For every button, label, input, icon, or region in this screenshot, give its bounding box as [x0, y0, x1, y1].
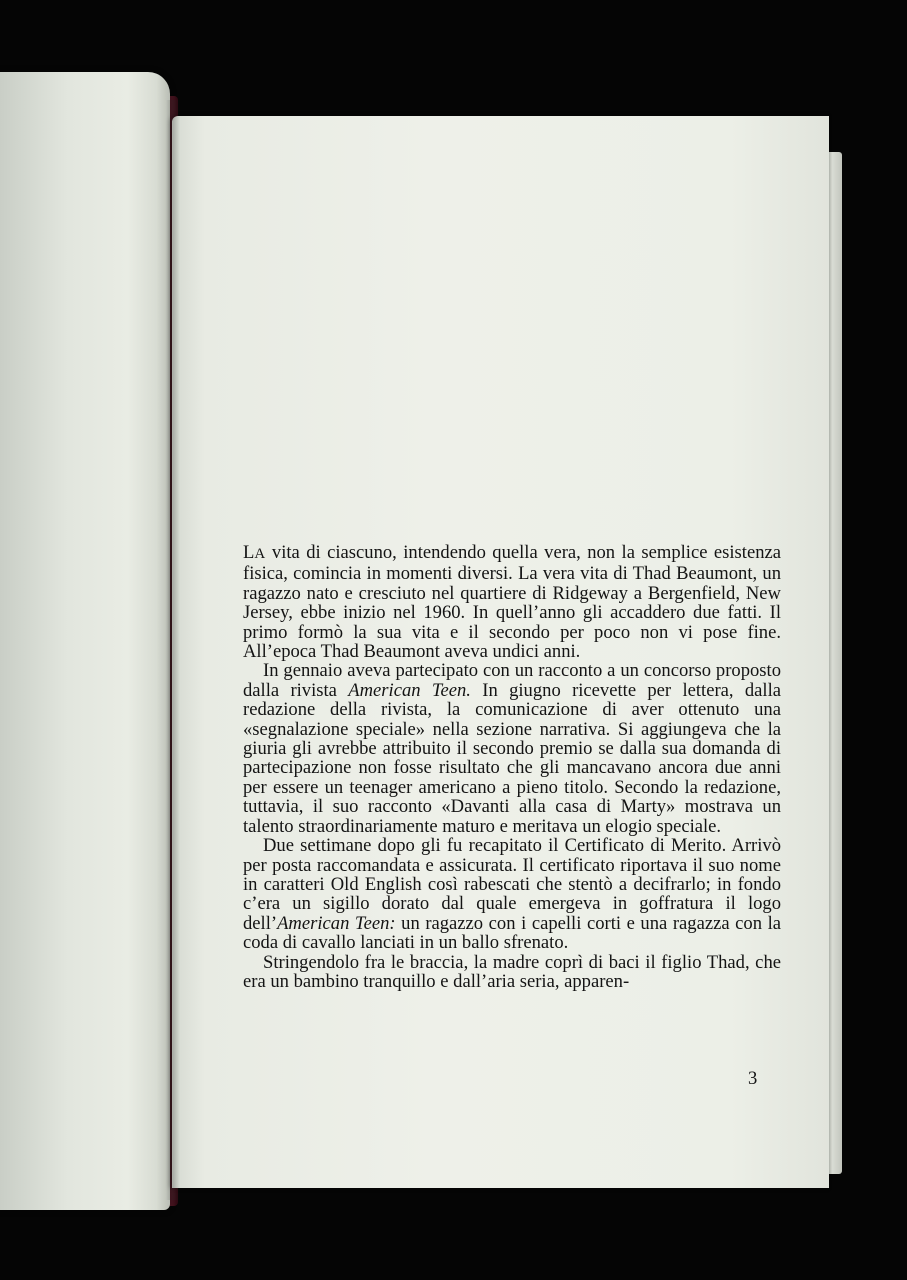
paragraph-4 — [243, 953, 781, 992]
paragraph-3 — [243, 836, 781, 952]
paragraph-2 — [243, 661, 781, 836]
paragraph-2-text-b: In giugno ricevette per lettera, dalla redazione della rivista, la comunicazione di aver ottenuto una «segnalazione speciale» nella sezione narrativa. Si aggiungeva che la giuria gli avrebbe attribuito il secondo premio se dalla sua domanda di partecipazione non fosse risultato che gli mancavano ancora due anni per essere un teenager americano a pieno titolo. Secondo la redazione, tuttavia, il suo racconto «Davanti alla casa di Marty» mostrava un talento straordinariamente maturo e meritava un elogio speciale. — [243, 679, 781, 837]
opening-smallcap: A — [254, 546, 266, 562]
paragraph-2-text-a: In gennaio aveva partecipato con un racconto a un concorso proposto dalla rivista — [243, 660, 781, 701]
paragraph-1 — [243, 543, 781, 661]
body-text — [243, 543, 781, 991]
book-gutter — [166, 100, 180, 1200]
paragraph-1-text: vita di ciascuno, intendendo quella vera, non la semplice esistenza fisica, comincia in momenti diversi. La vera vita di Thad Beaumont, un ragazzo nato e cresciuto nel quartiere di Ridgeway a Bergenfield, New Jersey, ebbe inizio nel 1960. In quell’anno gli accaddero due fatti. Il primo formò la sua vita e il secondo per poco non vi pose fine. All’epoca Thad Beaumont aveva undici anni. — [243, 542, 781, 663]
magazine-title: American Teen. — [348, 679, 471, 701]
paragraph-3-text-a: Due settimane dopo gli fu recapitato il Certificato di Merito. Arrivò per posta raccomandata e assicurata. Il certificato riportava il suo nome in caratteri Old English così rabescati che stentò a decifrarlo; in fondo c’era un sigillo dorato dal quale emergeva in goffratura il logo dell’ — [243, 835, 781, 934]
page-number: 3 — [748, 1068, 758, 1089]
left-page — [0, 72, 170, 1210]
paragraph-4-text: Stringendolo fra le braccia, la madre coprì di baci il figlio Thad, che era un bambino tranquillo e dall’aria seria, apparen- — [243, 951, 781, 992]
opening-letter: L — [243, 542, 255, 563]
paragraph-3-text-b: un ragazzo con i capelli corti e una ragazza con la coda di cavallo lanciati in un ballo sfrenato. — [243, 912, 781, 954]
magazine-title-2: American Teen: — [277, 912, 396, 934]
